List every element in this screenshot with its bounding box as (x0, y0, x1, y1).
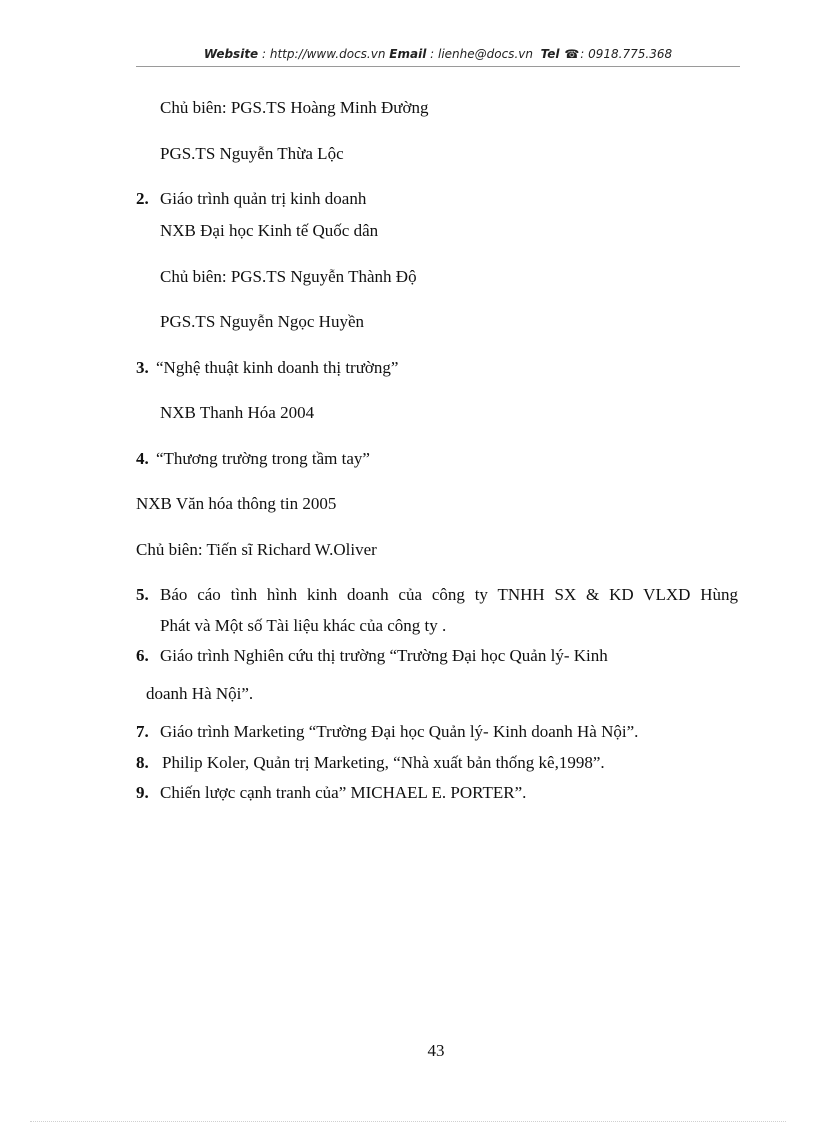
list-item (136, 449, 370, 469)
phone-icon: ☎ (564, 47, 580, 61)
list-number: 8. (136, 753, 149, 772)
list-number: 9. (136, 783, 149, 802)
list-text: Giáo trình Marketing “Trường Đại học Quản lý- Kinh doanh Hà Nội”. (160, 722, 639, 741)
email-label: Email (389, 47, 427, 61)
list-number: 7. (136, 722, 149, 741)
tel-number: 0918.775.368 (588, 47, 673, 61)
list-item (136, 358, 398, 378)
text-line: NXB Văn hóa thông tin 2005 (136, 494, 337, 513)
text-line: Chủ biên: Tiến sĩ Richard W.Oliver (136, 540, 377, 559)
list-number: 3. (136, 358, 149, 377)
text-line: Chủ biên: PGS.TS Hoàng Minh Đường (160, 98, 429, 117)
list-number: 5. (136, 585, 149, 604)
page-header (136, 47, 740, 61)
list-item (136, 753, 605, 773)
list-item (136, 585, 738, 605)
list-number: 4. (136, 449, 149, 468)
list-number: 2. (136, 189, 149, 208)
list-item (136, 646, 608, 666)
list-text: “Thương trường trong tầm tay” (156, 449, 370, 468)
tel-label: Tel (540, 47, 560, 61)
page-bottom-border (30, 1121, 786, 1122)
text-line: Phát và Một số Tài liệu khác của công ty . (160, 616, 447, 635)
website-label: Website (203, 47, 259, 61)
list-text: Giáo trình Nghiên cứu thị trường “Trường Đại học Quản lý- Kinh (160, 646, 608, 665)
page-number: 43 (427, 1041, 445, 1060)
list-text: Chiến lược cạnh tranh của” MICHAEL E. PORTER”. (160, 783, 527, 802)
text-line: doanh Hà Nội”. (146, 684, 254, 703)
list-item (136, 722, 638, 742)
text-line: NXB Đại học Kinh tế Quốc dân (160, 221, 379, 240)
text-line: NXB Thanh Hóa 2004 (160, 403, 315, 422)
list-text: Philip Koler, Quản trị Marketing, “Nhà xuất bản thống kê,1998”. (162, 753, 605, 772)
website-separator: : (258, 47, 270, 61)
list-item (136, 189, 366, 209)
list-number: 6. (136, 646, 149, 665)
text-line: PGS.TS Nguyễn Ngọc Huyền (160, 312, 364, 331)
header-rule (136, 66, 740, 67)
tel-separator: : (580, 47, 589, 61)
list-text: Giáo trình quản trị kinh doanh (160, 189, 367, 208)
list-text: Báo cáo tình hình kinh doanh của công ty TNHH SX & KD VLXD Hùng (160, 585, 738, 604)
list-text: “Nghệ thuật kinh doanh thị trường” (156, 358, 399, 377)
text-line: Chủ biên: PGS.TS Nguyễn Thành Độ (160, 267, 417, 286)
website-url: http://www.docs.vn (269, 47, 386, 61)
email-separator: : (426, 47, 438, 61)
email-address: lienhe@docs.vn (437, 47, 533, 61)
list-item (136, 783, 526, 803)
text-line: PGS.TS Nguyễn Thừa Lộc (160, 144, 344, 163)
